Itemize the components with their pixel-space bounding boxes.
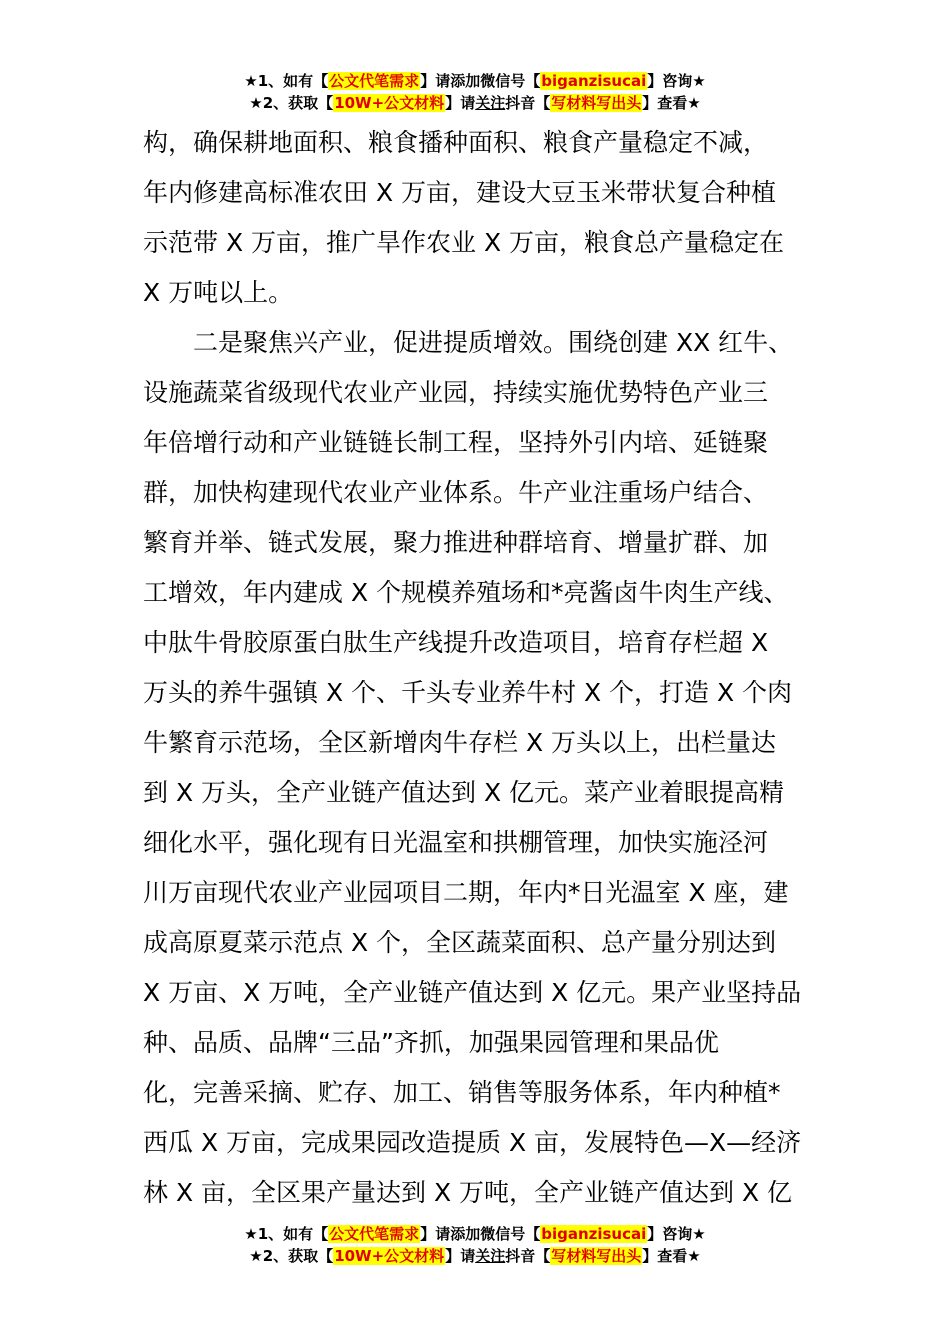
body-line: 种、品质、品牌“三品”齐抓，加强果园管理和果品优 <box>143 1028 719 1057</box>
body-line: 成高原夏菜示范点 X 个，全区蔬菜面积、总产量分别达到 <box>143 928 777 957</box>
banner-line-2: ★2、获取【10W+公文材料】请关注抖音【写材料写出头】查看★ <box>249 94 701 112</box>
body-line: 年倍增行动和产业链链长制工程，坚持外引内培、延链聚 <box>143 428 769 457</box>
banner-line-1: ★1、如有【公文代笔需求】请添加微信号【biganzisucai】咨询★ <box>244 1225 706 1243</box>
body-line: 中肽牛骨胶原蛋白肽生产线提升改造项目，培育存栏超 X <box>143 628 769 657</box>
header-banner <box>0 70 950 114</box>
underlined-follow: 关注 <box>475 1247 506 1265</box>
highlight-wechat-id: biganzisucai <box>541 72 647 90</box>
footer-banner <box>0 1223 950 1267</box>
body-line: X 万吨以上。 <box>143 278 294 307</box>
body-line: 繁育并举、链式发展，聚力推进种群培育、增量扩群、加 <box>143 528 769 557</box>
body-line: 构，确保耕地面积、粮食播种面积、粮食产量稳定不减， <box>143 128 769 157</box>
body-line: 群，加快构建现代农业产业体系。牛产业注重场户结合、 <box>143 478 769 507</box>
document-body <box>143 118 811 1218</box>
body-line: 细化水平，强化现有日光温室和拱棚管理，加快实施泾河 <box>143 828 769 857</box>
banner-line-2: ★2、获取【10W+公文材料】请关注抖音【写材料写出头】查看★ <box>249 1247 701 1265</box>
underlined-follow: 关注 <box>475 94 506 112</box>
highlight-douyin-account: 写材料写出头 <box>551 1247 642 1265</box>
body-line: 林 X 亩，全区果产量达到 X 万吨，全产业链产值达到 X 亿 <box>143 1178 793 1207</box>
body-line: 示范带 X 万亩，推广旱作农业 X 万亩，粮食总产量稳定在 <box>143 228 785 257</box>
highlight-service: 公文代笔需求 <box>329 1225 420 1243</box>
body-line: 西瓜 X 万亩，完成果园改造提质 X 亩，发展特色—X—经济 <box>143 1128 802 1157</box>
highlight-douyin-account: 写材料写出头 <box>551 94 642 112</box>
highlight-materials: 10W+公文材料 <box>334 94 445 112</box>
body-line: 万头的养牛强镇 X 个、千头专业养牛村 X 个，打造 X 个肉 <box>143 678 793 707</box>
body-line: 化，完善采摘、贮存、加工、销售等服务体系，年内种植* <box>143 1078 781 1107</box>
body-line: 二是聚焦兴产业，促进提质增效。围绕创建 XX 红牛、 <box>143 328 794 357</box>
body-line: X 万亩、X 万吨，全产业链产值达到 X 亿元。果产业坚持品 <box>143 978 802 1007</box>
highlight-wechat-id: biganzisucai <box>541 1225 647 1243</box>
body-line: 设施蔬菜省级现代农业产业园，持续实施优势特色产业三 <box>143 378 769 407</box>
body-line: 到 X 万头，全产业链产值达到 X 亿元。菜产业着眼提高精 <box>143 778 785 807</box>
banner-line-1: ★1、如有【公文代笔需求】请添加微信号【biganzisucai】咨询★ <box>244 72 706 90</box>
body-line: 川万亩现代农业产业园项目二期，年内*日光温室 X 座，建 <box>143 878 789 907</box>
highlight-service: 公文代笔需求 <box>329 72 420 90</box>
body-line: 牛繁育示范场，全区新增肉牛存栏 X 万头以上，出栏量达 <box>143 728 777 757</box>
body-line: 工增效，年内建成 X 个规模养殖场和*亮酱卤牛肉生产线、 <box>143 578 789 607</box>
body-line: 年内修建高标准农田 X 万亩，建设大豆玉米带状复合种植 <box>143 178 777 207</box>
highlight-materials: 10W+公文材料 <box>334 1247 445 1265</box>
